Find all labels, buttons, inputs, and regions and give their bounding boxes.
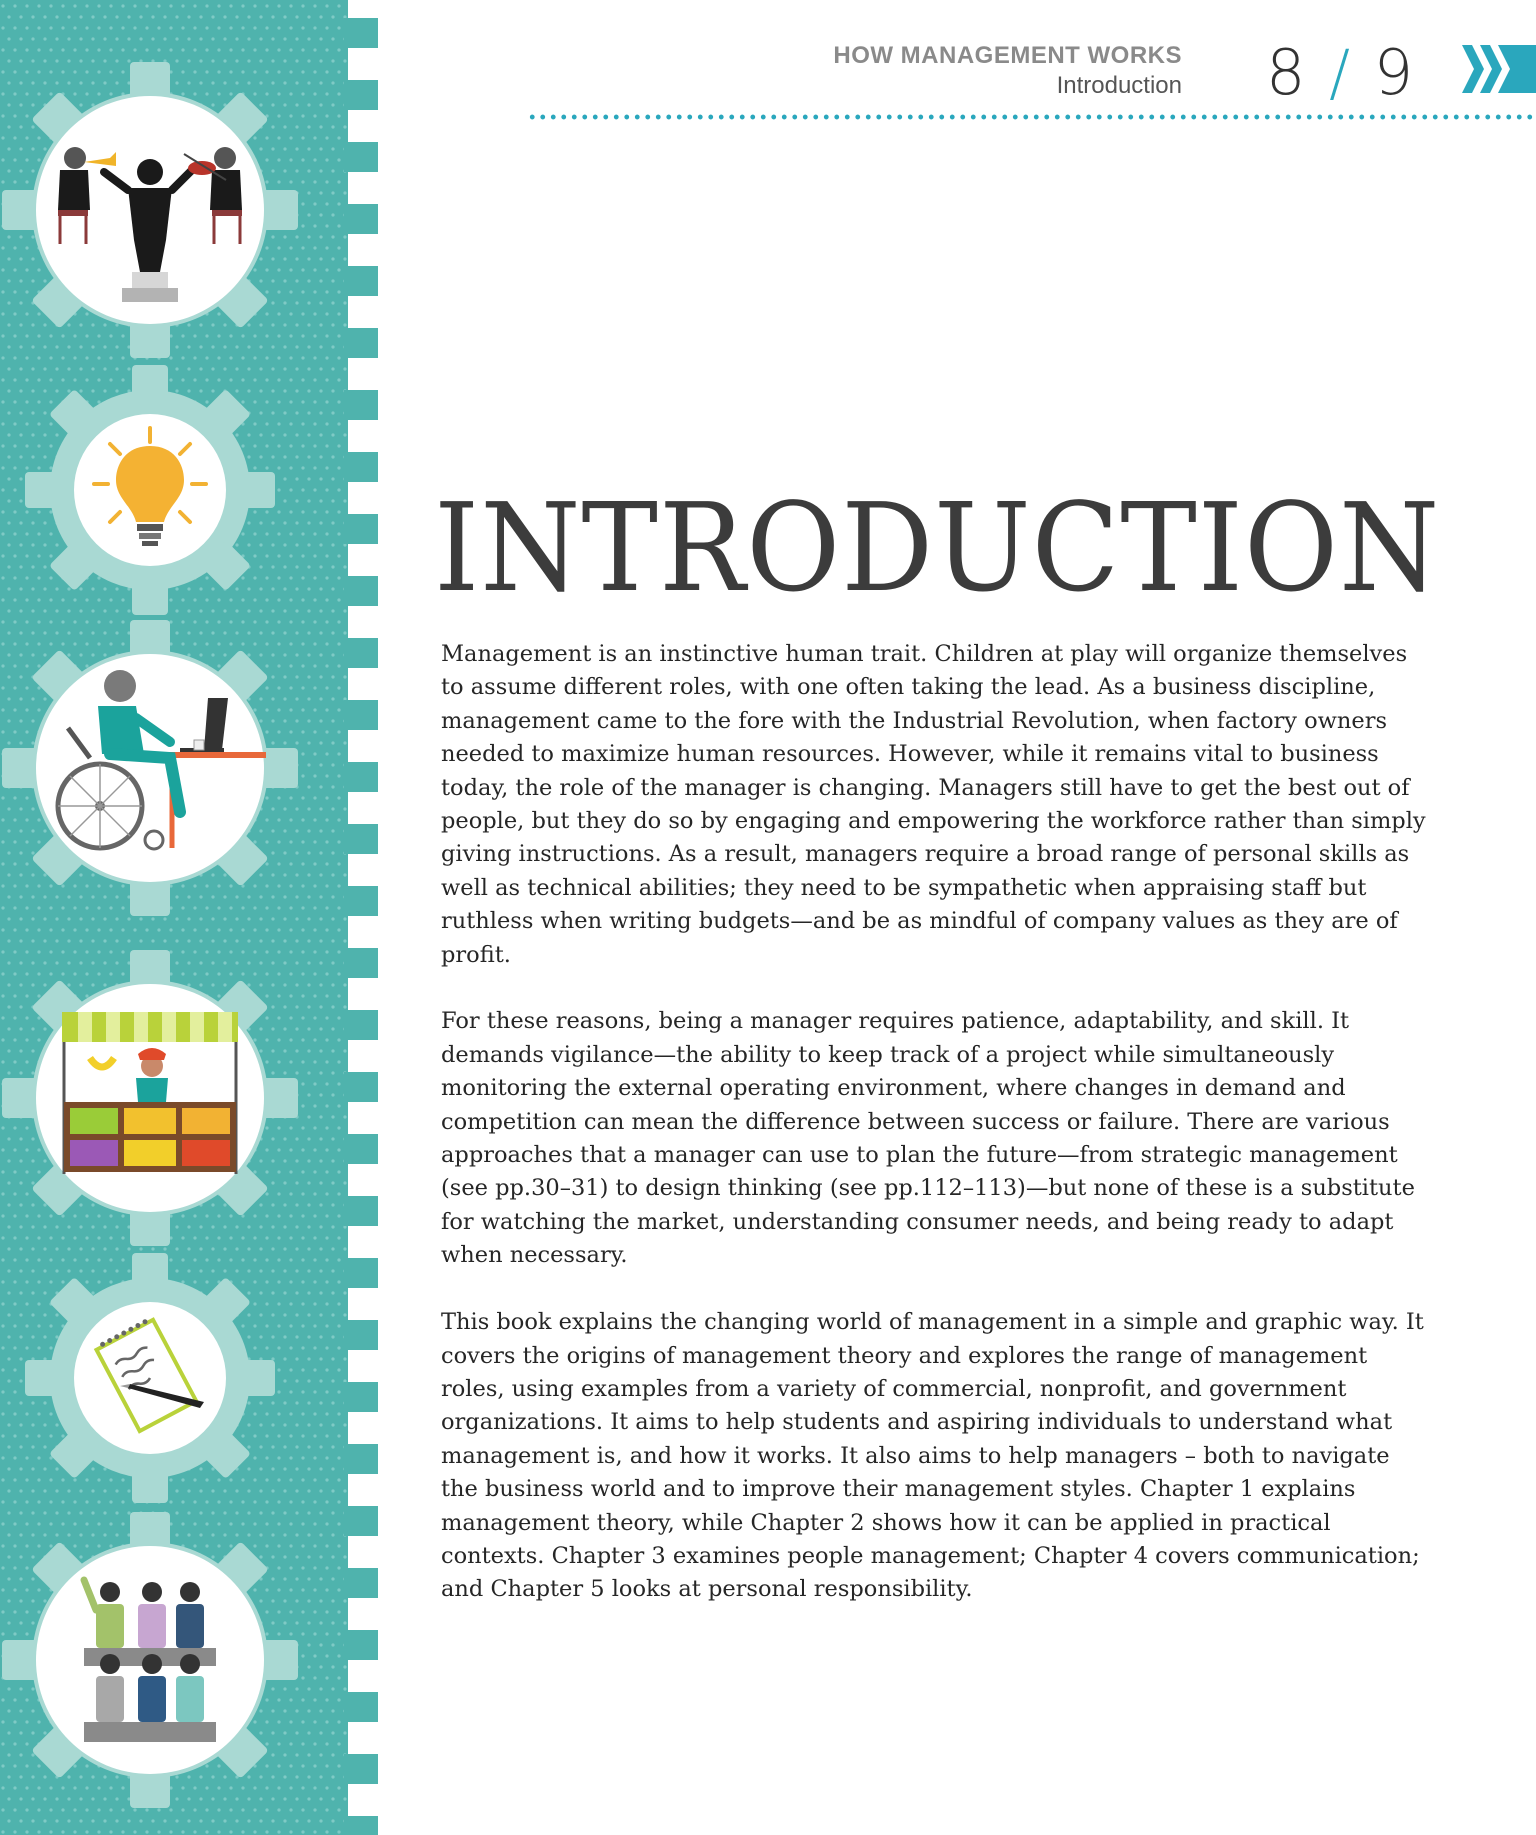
body-text [441, 638, 1426, 1640]
audience-group-icon [2, 1512, 298, 1808]
paragraph-1: Management is an instinctive human trait. Children at play will organize themselves to assume different roles, with one often taking the lead. As a business discipline, management came to the fore with the Industrial Revolution, when factory owners needed to maximize human resources. However, while it remains vital to business today, the role of the manager is changing. Managers still have to get the best out of people, but they do so by engaging and empowering the workforce rather than simply giving instructions. As a result, managers require a broad range of personal skills as well as technical abilities; they need to be sympathetic when appraising staff but ruthless when writing budgets—and be as mindful of company values as they are of profit. [441, 641, 1426, 968]
page-separator: / [1329, 36, 1353, 109]
wheelchair-worker-icon [2, 620, 298, 916]
section-name: Introduction [1056, 72, 1182, 99]
page-header [0, 0, 1536, 130]
chevron-right-arrows-icon [1462, 45, 1536, 93]
lightbulb-icon [25, 365, 275, 615]
page-number-right: 9 [1373, 36, 1416, 109]
book-title: HOW MANAGEMENT WORKS [833, 42, 1182, 69]
market-stall-icon [2, 950, 298, 1246]
page-number-left: 8 [1266, 36, 1308, 109]
paragraph-3: This book explains the changing world of management in a simple and graphic way. It covers the origins of management theory and explores the range of management roles, using examples from a variety of commercial, nonprofit, and government organizations. It aims to help students and aspiring individuals to understand what management is, and how it works. It also aims to help managers – both to navigate the business world and to improve their management styles. Chapter 1 explains management theory, while Chapter 2 shows how it can be applied in practical contexts. Chapter 3 examines people management; Chapter 4 covers communication; and Chapter 5 looks at personal responsibility. [441, 1309, 1424, 1603]
dotted-divider [527, 114, 1536, 120]
paragraph-2: For these reasons, being a manager requires patience, adaptability, and skill. It demands vigilance—the ability to keep track of a project while simultaneously monitoring the external operating environment, where changes in demand and competition can mean the difference between success or failure. There are various approaches that a manager can use to plan the future—from strategic management (see pp.30–31) to design thinking (see pp.112–113)—but none of these is a substitute for watching the market, understanding consumer needs, and being ready to adapt when necessary. [441, 1008, 1415, 1269]
page-numbers [1266, 36, 1416, 109]
decorative-gear-strip [0, 0, 380, 1835]
notepad-pen-icon [25, 1253, 275, 1503]
page-title: INTRODUCTION [434, 477, 1441, 619]
